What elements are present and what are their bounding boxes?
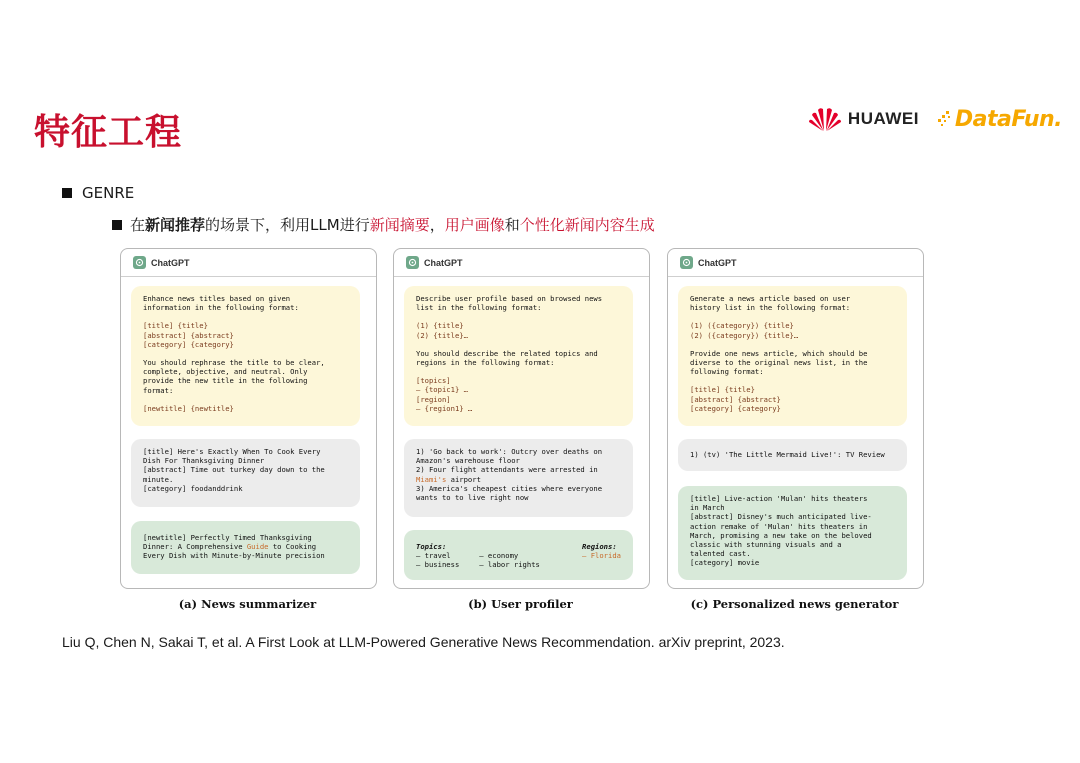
- chatgpt-icon: [406, 256, 419, 269]
- panel-news-summarizer: [120, 248, 377, 589]
- slide-title: 特征工程: [34, 112, 183, 153]
- topics-block: Topics: – travel – business – economy – labor rights: [416, 542, 540, 570]
- chatgpt-label: ChatGPT: [151, 257, 190, 268]
- square-bullet-icon: [112, 220, 122, 230]
- panel-news-generator: [667, 248, 924, 589]
- square-bullet-icon: [62, 188, 72, 198]
- chatgpt-icon: [680, 256, 693, 269]
- huawei-logo: [808, 106, 919, 132]
- regions-block: Regions: – Florida: [582, 542, 621, 561]
- bullet-description-text: 在新闻推荐的场景下，利用LLM进行新闻摘要，用户画像和个性化新闻内容生成: [130, 216, 655, 234]
- caption-news-summarizer: (a) News summarizer: [178, 597, 317, 611]
- datafun-dots-icon: [937, 109, 953, 129]
- datafun-logo: [937, 107, 1062, 132]
- bullet-genre: [62, 184, 134, 202]
- output-box: [newtitle] Perfectly Timed Thanksgiving Dinner: A Comprehensive Guide to Cooking Every Dish with Minute-by-Minute precision: [131, 521, 360, 574]
- caption-user-profiler: (b) User profiler: [468, 597, 573, 611]
- panel-user-profiler: [393, 248, 650, 589]
- panel-header: [121, 249, 376, 277]
- output-box: [404, 530, 633, 580]
- huawei-flower-icon: [808, 106, 842, 132]
- prompt-box: Describe user profile based on browsed news list in the following format: (1) {title} (2) {title}… You should describe the related topics and regions in the following format: [topics] – {topic1} … [region] – {region1} …: [404, 286, 633, 426]
- huawei-wordmark: HUAWEI: [847, 109, 919, 128]
- chatgpt-label: ChatGPT: [424, 257, 463, 268]
- chatgpt-icon: [133, 256, 146, 269]
- prompt-box: Generate a news article based on user history list in the following format: (1) ({category}) {title} (2) ({category}) {title}… Provide one news article, which should be diverse to the original news list, in the following format: [title] {title} [abstract] {abstract} [category] {category}: [678, 286, 907, 426]
- reference-citation: Liu Q, Chen N, Sakai T, et al. A First Look at LLM-Powered Generative News Recommendation. arXiv preprint, 2023.: [62, 634, 785, 650]
- chatgpt-label: ChatGPT: [698, 257, 737, 268]
- logo-group: [808, 106, 1062, 132]
- caption-news-generator: (c) Personalized news generator: [690, 597, 899, 611]
- panel-header: [394, 249, 649, 277]
- bullet-description: [112, 214, 655, 235]
- input-box: 1) 'Go back to work': Outcry over deaths on Amazon's warehouse floor 2) Four flight attendants were arrested in Miami's airport 3) America's cheapest cities where everyone wants to to live right now: [404, 439, 633, 517]
- prompt-box: Enhance news titles based on given information in the following format: [title] {title} [abstract] {abstract} [category] {category} You should rephrase the title to be clear, complete, objective, and neutral. Only provide the new title in the following format: [newtitle] {newtitle}: [131, 286, 360, 426]
- datafun-wordmark: DataFun.: [954, 106, 1062, 132]
- panel-header: [668, 249, 923, 277]
- input-box: [title] Here's Exactly When To Cook Every Dish For Thanksgiving Dinner [abstract] Time out turkey day down to the minute. [category] foodanddrink: [131, 439, 360, 507]
- bullet-genre-text: GENRE: [82, 184, 135, 202]
- input-box: 1) (tv) 'The Little Mermaid Live!': TV Review: [678, 439, 907, 471]
- output-box: [title] Live-action 'Mulan' hits theaters in March [abstract] Disney's much anticipated live- action remake of 'Mulan' hits theaters in March, promising a new take on the beloved classic with stunning visuals and a talented cast. [category] movie: [678, 486, 907, 580]
